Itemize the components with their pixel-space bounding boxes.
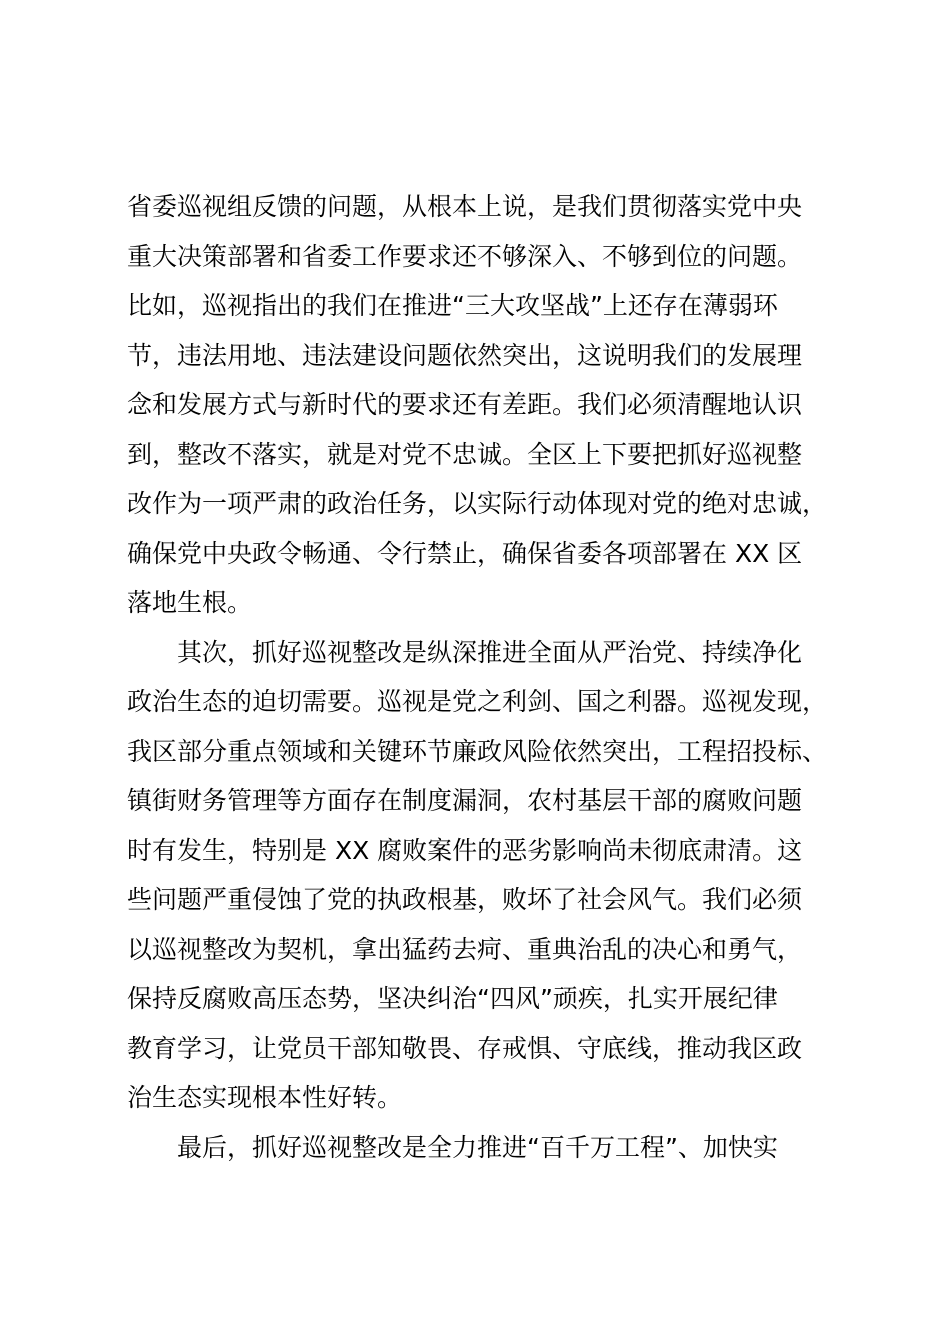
text-line: 时有发生，特别是 XX 腐败案件的恶劣影响尚未彻底肃清。这 bbox=[127, 835, 803, 865]
text-line: 改作为一项严肃的政治任务，以实际行动体现对党的绝对忠诚， bbox=[127, 489, 828, 518]
text-line: 些问题严重侵蚀了党的执政根基，败坏了社会风气。我们必须 bbox=[127, 885, 803, 914]
text-line: 比如，巡视指出的我们在推进“三大攻坚战”上还存在薄弱环 bbox=[127, 291, 778, 320]
text-line: 以巡视整改为契机，拿出猛药去疴、重典治乱的决心和勇气， bbox=[127, 934, 803, 964]
text-line: 念和发展方式与新时代的要求还有差距。我们必须清醒地认识 bbox=[127, 390, 803, 419]
body-text bbox=[127, 182, 853, 1172]
text-line: 落地生根。 bbox=[127, 588, 253, 617]
text-line: 节，违法用地、违法建设问题依然突出，这说明我们的发展理 bbox=[127, 340, 803, 370]
text-line: 到，整改不落实，就是对党不忠诚。全区上下要把抓好巡视整 bbox=[127, 439, 803, 469]
text-line: 治生态实现根本性好转。 bbox=[127, 1083, 403, 1112]
text-line: 确保党中央政令畅通、令行禁止，确保省委各项部署在 XX 区 bbox=[127, 538, 803, 568]
text-line: 镇街财务管理等方面存在制度漏洞，农村基层干部的腐败问题 bbox=[127, 786, 803, 815]
text-line: 保持反腐败高压态势，坚决纠治“四风”顽疾，扎实开展纪律 bbox=[127, 984, 778, 1013]
text-line: 政治生态的迫切需要。巡视是党之利剑、国之利器。巡视发现， bbox=[127, 687, 828, 716]
text-line: 我区部分重点领域和关键环节廉政风险依然突出，工程招投标、 bbox=[127, 736, 828, 766]
text-line: 教育学习，让党员干部知敬畏、存戒惧、守底线，推动我区政 bbox=[127, 1033, 803, 1063]
text-line: 省委巡视组反馈的问题，从根本上说，是我们贯彻落实党中央 bbox=[127, 192, 803, 221]
paragraph-start-line: 其次，抓好巡视整改是纵深推进全面从严治党、持续净化 bbox=[177, 637, 803, 667]
text-line: 重大决策部署和省委工作要求还不够深入、不够到位的问题。 bbox=[127, 241, 803, 271]
paragraph-start-line: 最后，抓好巡视整改是全力推进“百千万工程”、加快实 bbox=[177, 1132, 778, 1162]
